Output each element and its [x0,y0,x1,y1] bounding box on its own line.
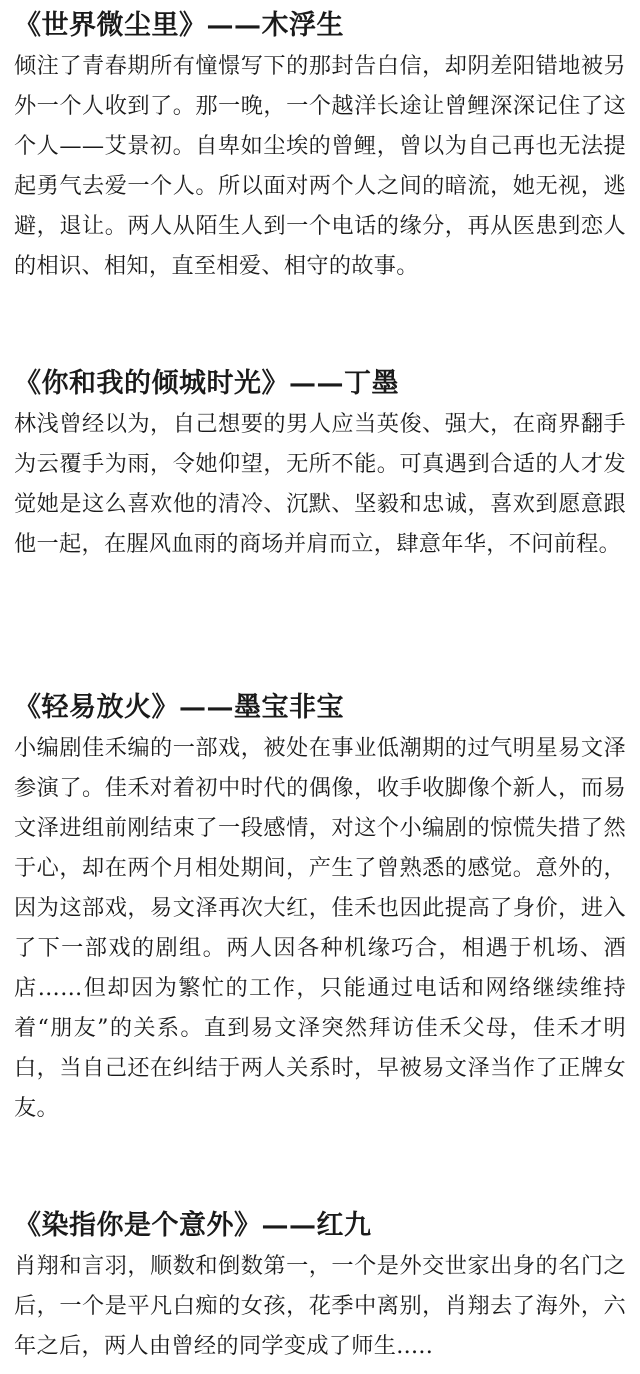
book-entry [14,1206,626,1366]
book-title: 《染指你是个意外》——红九 [14,1210,372,1241]
book-title: 《轻易放火》——墨宝非宝 [14,692,344,723]
book-title: 《世界微尘里》——木浮生 [14,10,344,41]
book-entry [14,6,626,286]
book-summary: 小编剧佳禾编的一部戏，被处在事业低潮期的过气明星易文泽参演了。佳禾对着初中时代的偶像，收手收脚像个新人，而易文泽进组前刚结束了一段感情，对这个小编剧的惊慌失措了然于心，却在两个月相处期间，产生了曾熟悉的感觉。意外的，因为这部戏，易文泽再次大红，佳禾也因此提高了身价，进入了下一部戏的剧组。两人因各种机缘巧合，相遇于机场、酒店……但却因为繁忙的工作，只能通过电话和网络继续维持着“朋友”的关系。直到易文泽突然拜访佳禾父母，佳禾才明白，当自己还在纠结于两人关系时，早被易文泽当作了正牌女友。 [14,735,626,1121]
book-summary: 林浅曾经以为，自己想要的男人应当英俊、强大，在商界翻手为云覆手为雨，令她仰望，无所不能。可真遇到合适的人才发觉她是这么喜欢他的清冷、沉默、坚毅和忠诚，喜欢到愿意跟他一起，在腥风血雨的商场并肩而立，肆意年华，不问前程。 [14,411,626,557]
book-summary: 倾注了青春期所有憧憬写下的那封告白信，却阴差阳错地被另外一个人收到了。那一晚，一个越洋长途让曾鲤深深记住了这个人——艾景初。自卑如尘埃的曾鲤，曾以为自己再也无法提起勇气去爱一个人。所以面对两个人之间的暗流，她无视，逃避，退让。两人从陌生人到一个电话的缘分，再从医患到恋人的相识、相知，直至相爱、相守的故事。 [14,53,626,279]
book-summary: 肖翔和言羽，顺数和倒数第一，一个是外交世家出身的名门之后，一个是平凡白痴的女孩，花季中离别，肖翔去了海外，六年之后，两人由曾经的同学变成了师生..... [14,1253,626,1359]
book-entry [14,688,626,1128]
book-entry [14,364,626,564]
book-title: 《你和我的倾城时光》——丁墨 [14,368,399,399]
